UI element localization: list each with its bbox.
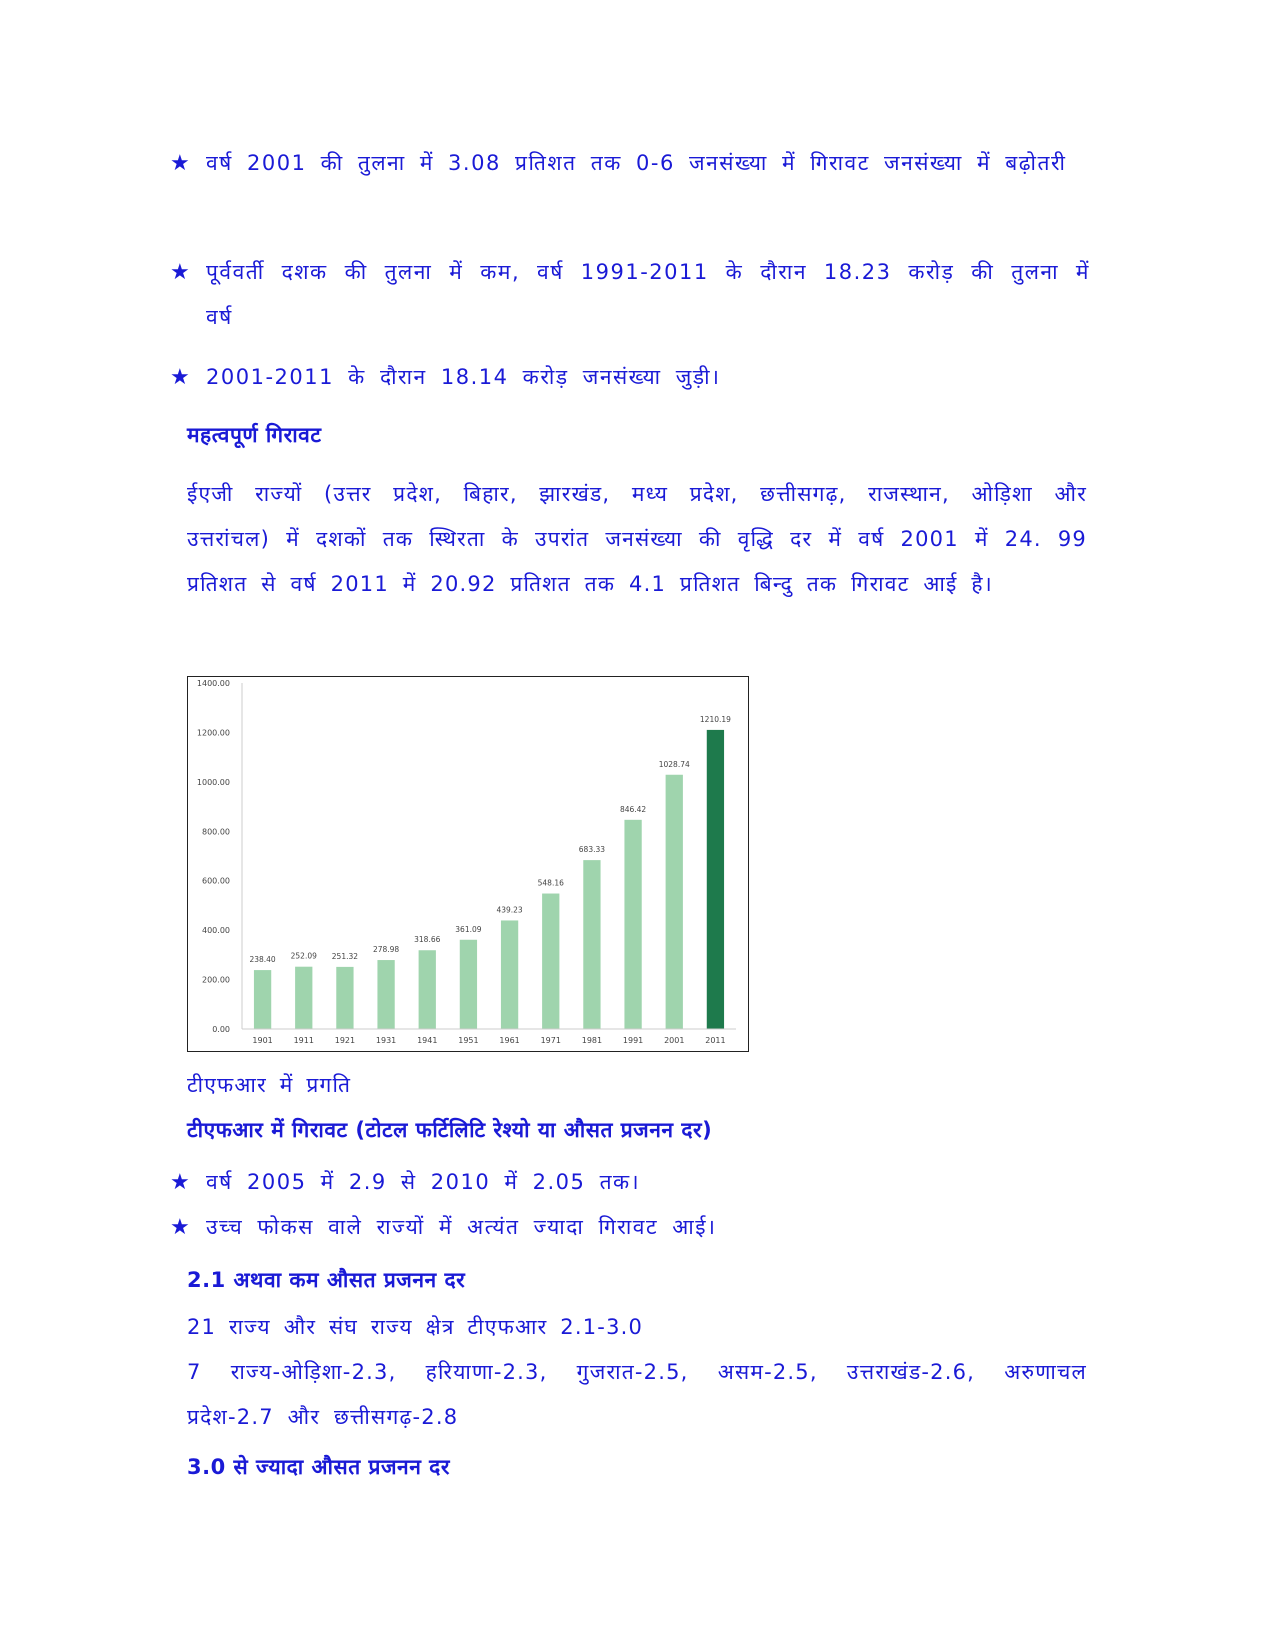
bullet-text: 2001-2011 के दौरान 18.14 करोड़ जनसंख्या जुड़ी। [206,365,721,389]
star-icon: ★ [170,365,192,390]
bar-value-label: 548.16 [537,878,564,888]
bar [419,950,436,1029]
bullet-item [170,250,1090,340]
bar [624,820,641,1029]
y-tick-label: 400.00 [202,926,230,936]
bullet-text: वर्ष 2005 में 2.9 से 2010 में 2.05 तक। [206,1170,641,1194]
bar [707,730,724,1029]
bar-value-label: 252.09 [290,951,317,961]
y-tick-label: 600.00 [202,876,230,886]
bar [254,970,271,1029]
bar-value-label: 251.32 [331,951,359,961]
bar-value-label: 238.40 [249,955,276,965]
states-21-line: 21 राज्य और संघ राज्य क्षेत्र टीएफआर 2.1-3.0 [187,1315,644,1339]
x-tick-label: 1971 [540,1036,561,1045]
seven-states-paragraph: 7 राज्य-ओड़िशा-2.3, हरियाणा-2.3, गुजरात-2.5, असम-2.5, उत्तराखंड-2.6, अरुणाचल प्रदेश-2.7 और छत्तीसगढ़-2.8 [187,1360,1087,1429]
y-tick-label: 1400.00 [196,679,230,688]
star-icon: ★ [170,1215,192,1240]
chart-svg [188,677,748,1051]
bullet-text: उच्च फोकस वाले राज्यों में अत्यंत ज्यादा गिरावट आई। [206,1215,717,1239]
bullet-item [170,1160,1090,1205]
bar [666,775,683,1029]
tfr-30-heading: 3.0 से ज्यादा औसत प्रजनन दर [187,1455,450,1479]
eag-paragraph: ईएजी राज्यों (उत्तर प्रदेश, बिहार, झारखंड, मध्य प्रदेश, छत्तीसगढ़, राजस्थान, ओड़िशा और उत्तरांचल) में दशकों तक स्थिरता के उपरांत जनसंख्या की वृद्धि दर में वर्ष 2001 में 24. 99 प्रतिशत से वर्ष 2011 में 20.92 प्रतिशत तक 4.1 प्रतिशत बिन्दु तक गिरावट आई है। [187,482,1087,596]
population-bar-chart [187,676,749,1052]
y-tick-label: 1000.00 [196,777,230,787]
star-icon: ★ [170,260,192,285]
bar [336,967,353,1029]
bar-value-label: 439.23 [496,905,523,915]
bar [583,860,600,1029]
x-tick-label: 1921 [334,1036,356,1045]
y-tick-label: 200.00 [202,975,230,985]
y-tick-label: 800.00 [202,827,230,837]
bar-value-label: 318.66 [414,935,441,945]
y-tick-label: 1200.00 [196,728,230,738]
bar-value-label: 846.42 [619,804,647,814]
bar-value-label: 683.33 [578,845,606,855]
x-tick-label: 2011 [705,1036,726,1045]
bar [542,894,559,1029]
bullet-text: पूर्ववर्ती दशक की तुलना में कम, वर्ष 1991-2011 के दौरान 18.23 करोड़ की तुलना में वर्ष [206,260,1090,329]
x-tick-label: 1951 [458,1036,479,1045]
bullet-text: वर्ष 2001 की तुलना में 3.08 प्रतिशत तक 0-6 जनसंख्या में गिरावट जनसंख्या में बढ़ोतरी [206,151,1067,175]
bar-value-label: 361.09 [455,924,482,934]
x-tick-label: 1901 [252,1036,273,1045]
x-tick-label: 1961 [499,1036,520,1045]
bar-value-label: 1210.19 [699,714,731,724]
x-tick-label: 1981 [581,1036,603,1045]
x-tick-label: 2001 [664,1036,685,1045]
bullet-item [170,1205,1090,1250]
bullet-item [170,141,1090,186]
section-heading-decline: महत्वपूर्ण गिरावट [187,423,322,447]
x-tick-label: 1941 [417,1036,438,1045]
bullet-item [170,355,1090,400]
star-icon: ★ [170,151,192,176]
star-icon: ★ [170,1170,192,1195]
bar [501,920,518,1029]
x-tick-label: 1931 [375,1036,397,1045]
bar [460,940,477,1029]
bar [377,960,394,1029]
tfr-21-heading: 2.1 अथवा कम औसत प्रजनन दर [187,1268,466,1292]
bar-value-label: 278.98 [372,945,400,955]
x-tick-label: 1991 [622,1036,644,1045]
x-tick-label: 1911 [293,1036,314,1045]
y-tick-label: 0.00 [212,1025,230,1034]
tfr-progress-label: टीएफआर में प्रगति [187,1073,352,1097]
bar [295,967,312,1029]
bar-value-label: 1028.74 [658,759,690,769]
tfr-decline-heading: टीएफआर में गिरावट (टोटल फर्टिलिटि रेश्यो या औसत प्रजनन दर) [187,1118,713,1142]
